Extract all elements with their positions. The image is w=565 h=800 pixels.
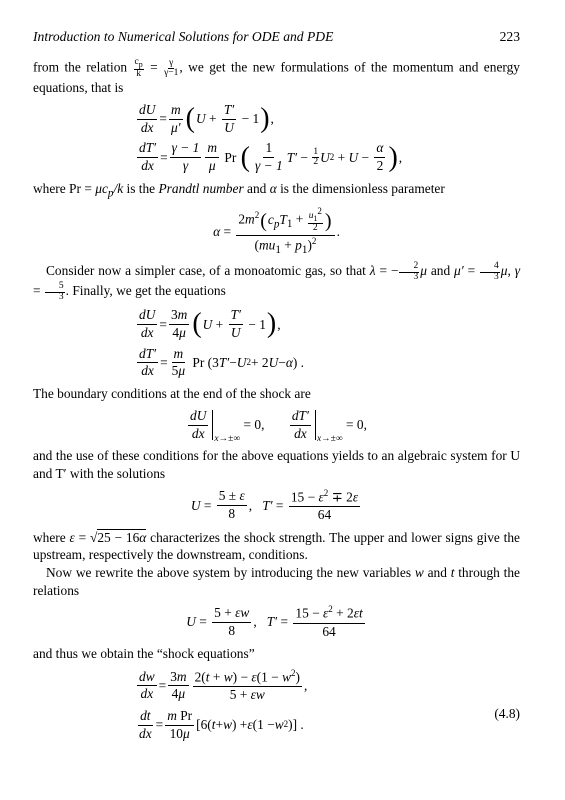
page	[33, 28, 520, 747]
equation-energy: $\frac{dT'}{dx}$ = $\frac{\gamma - 1}{\gamma}$ $\frac{m}{\mu}$ Pr ( $\frac{1}{\gamma - 1}$ T′ − 1 2 U 2 + U − $\frac{\alpha}{2}$ ) ,	[139, 140, 403, 174]
equation-solutions: U = $\frac{5 \pm \varepsilon}{8}$ , T′ = $\frac{15 - \varepsilon^2 \mp 2\varepsilon}{64}$	[190, 487, 359, 522]
equation-alpha: α = $2m^2(c_pT_1$ + $\frac{u_1^2}{2}$ ) $(mu_1 + p_1)^2$ .	[213, 206, 340, 256]
equation-energy-simplified: $\frac{dT'}{dx}$ = $\frac{m}{5\mu}$ Pr (3 T′ − U 2 + 2 U − α ) .	[139, 345, 304, 379]
paragraph-8: and thus we obtain the “shock equations”	[33, 646, 255, 662]
running-header	[33, 28, 520, 46]
equation-momentum: $\frac{dU}{dx}$ = $\frac{m}{\mu'}$ ( U + $\frac{T'}{U}$ − 1 ) ,	[139, 101, 274, 135]
equation-shock-w: $\frac{dw}{dx}$ = $\frac{3m}{4\mu}$ $\frac{2(t + w) - \varepsilon(1 - w^2)}{5 + \varepsilon w}$ ,	[139, 667, 308, 703]
page-number: 223	[499, 29, 520, 44]
paragraph-4: The boundary conditions at the end of the shock are	[33, 386, 311, 402]
paragraph-6: where ε = √25 − 16α characterizes the shock strength. The upper and lower signs give the upstream, respectively the downstream, conditions.	[33, 529, 521, 563]
equation-momentum-simplified: $\frac{dU}{dx}$ = $\frac{3m}{4\mu}$ ( U + $\frac{T'}{U}$ − 1 ) ,	[139, 307, 281, 340]
paragraph-7: Now we rewrite the above system by introducing the new variables w and t through the relations	[33, 564, 521, 598]
equation-number: (4.8)	[494, 705, 520, 721]
shock-equations-block	[33, 669, 520, 741]
paragraph-1: from the relation $\frac{c_p}{k}$ = $\frac{\gamma}{\gamma-1}$ , we get the new formulations of the momentum and energy equations, that is	[33, 56, 520, 96]
running-title: Introduction to Numerical Solutions for ODE and PDE	[33, 29, 334, 44]
equation-substitution: U = $\frac{5 + \varepsilon w}{8}$ , T′ = $\frac{15 - \varepsilon^2 + 2\varepsilon t}{64}$	[186, 604, 363, 639]
paragraph-3: Consider now a simpler case, of a monoatomic gas, so that λ = − $\frac{2}{3}$ μ and μ′ = $\frac{4}{3}$ μ, γ = $\frac{5}{3}$ . Finally, we get the equations	[33, 261, 520, 302]
paragraph-5: and the use of these conditions for the above equations yields to an algebraic system for U and T′ with the solutions	[33, 448, 520, 481]
equation-shock-t: $\frac{dt}{dx}$ = $\frac{\text{m Pr}}{10\mu}$ [6( t + w ) + ε (1 − w 2 )] .	[139, 707, 304, 741]
paragraph-2: where $Pr = \mu c_p/k$ is the Prandtl number and α is the dimensionless parameter	[33, 180, 445, 200]
equation-boundary-conditions: $\frac{dU}{dx}$ x→±∞ = 0, $\frac{dT'}{dx}$ x→±∞ = 0,	[190, 407, 367, 444]
